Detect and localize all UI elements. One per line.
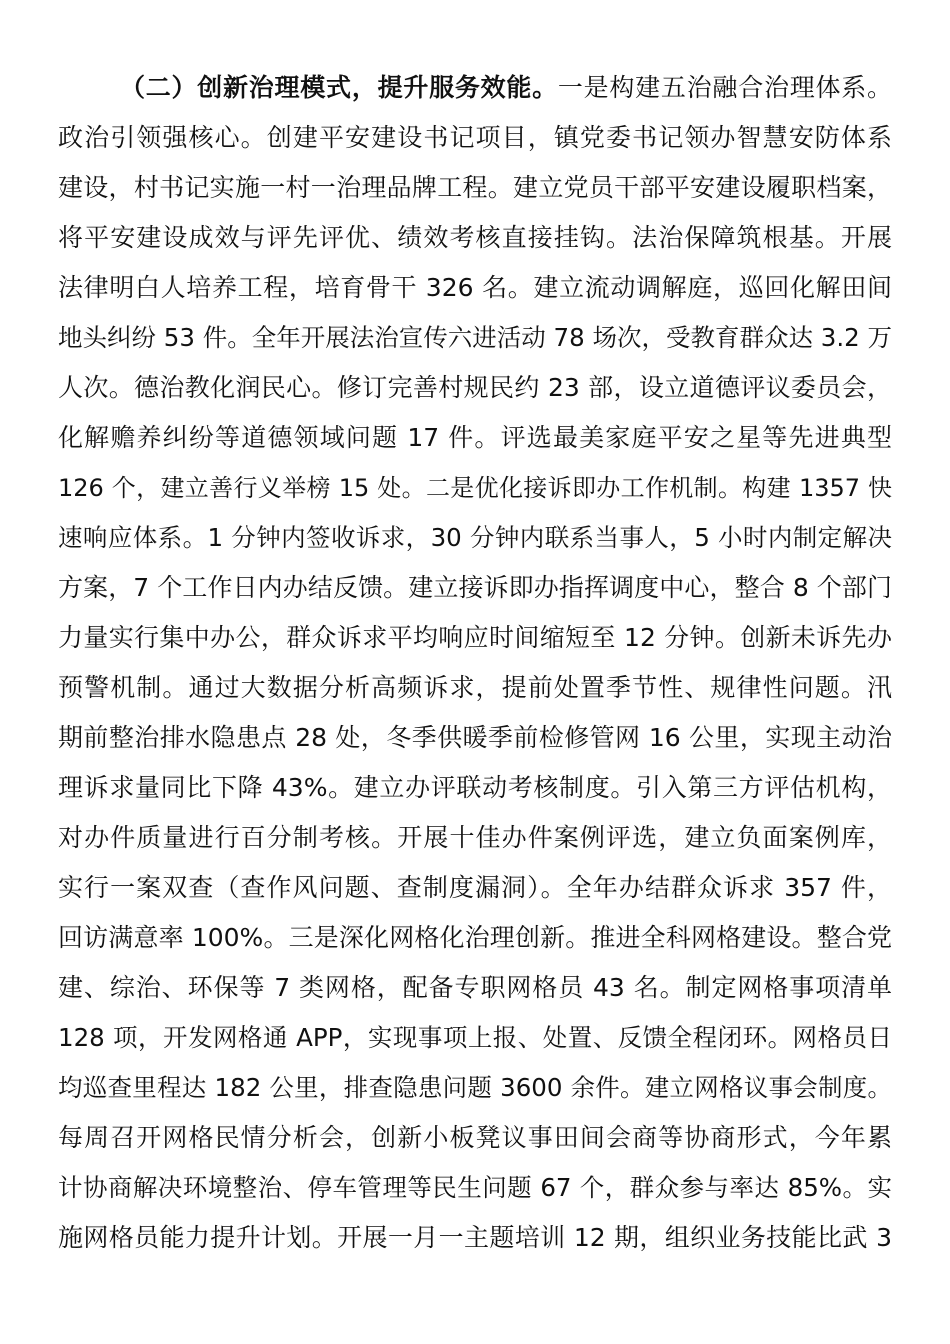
paragraph-line: 建设，村书记实施一村一治理品牌工程。建立党员干部平安建设履职档案， [58, 173, 892, 202]
paragraph-line: 回访满意率 100%。三是深化网格化治理创新。推进全科网格建设。整合党 [58, 923, 892, 952]
paragraph-line: 预警机制。通过大数据分析高频诉求，提前处置季节性、规律性问题。汛 [58, 673, 892, 702]
paragraph-line: 计协商解决环境整治、停车管理等民生问题 67 个，群众参与率达 85%。实 [58, 1173, 892, 1202]
line-text: 一是构建五治融合治理体系。 [557, 73, 892, 102]
section-heading: （二）创新治理模式，提升服务效能。 [120, 73, 558, 102]
paragraph-line: 每周召开网格民情分析会，创新小板凳议事田间会商等协商形式，今年累 [58, 1123, 892, 1152]
paragraph-line: 将平安建设成效与评先评优、绩效考核直接挂钩。法治保障筑根基。开展 [58, 223, 892, 252]
paragraph-line: 均巡查里程达 182 公里，排查隐患问题 3600 余件。建立网格议事会制度。 [58, 1073, 892, 1102]
paragraph-line: 建、综治、环保等 7 类网格，配备专职网格员 43 名。制定网格事项清单 [58, 973, 892, 1002]
paragraph-line: 法律明白人培养工程，培育骨干 326 名。建立流动调解庭，巡回化解田间 [58, 273, 892, 302]
paragraph-line: 对办件质量进行百分制考核。开展十佳办件案例评选，建立负面案例库， [58, 823, 892, 852]
paragraph-line: 化解赡养纠纷等道德领域问题 17 件。评选最美家庭平安之星等先进典型 [58, 423, 892, 452]
paragraph-line: 人次。德治教化润民心。修订完善村规民约 23 部，设立道德评议委员会， [58, 373, 892, 402]
paragraph-line: 实行一案双查（查作风问题、查制度漏洞）。全年办结群众诉求 357 件， [58, 873, 892, 902]
paragraph-line: 地头纠纷 53 件。全年开展法治宣传六进活动 78 场次，受教育群众达 3.2 万 [58, 323, 893, 352]
paragraph-line: 施网格员能力提升计划。开展一月一主题培训 12 期，组织业务技能比武 3 [58, 1223, 892, 1252]
paragraph-line: 期前整治排水隐患点 28 处，冬季供暖季前检修管网 16 公里，实现主动治 [58, 723, 892, 752]
paragraph-line: 力量实行集中办公，群众诉求平均响应时间缩短至 12 分钟。创新未诉先办 [58, 623, 892, 652]
paragraph-line: 理诉求量同比下降 43%。建立办评联动考核制度。引入第三方评估机构， [58, 773, 892, 802]
paragraph-line: 方案，7 个工作日内办结反馈。建立接诉即办指挥调度中心，整合 8 个部门 [58, 573, 892, 602]
paragraph-line: 速响应体系。1 分钟内签收诉求，30 分钟内联系当事人，5 小时内制定解决 [58, 523, 892, 552]
paragraph-line [120, 63, 892, 113]
paragraph-line: 128 项，开发网格通 APP，实现事项上报、处置、反馈全程闭环。网格员日 [58, 1023, 892, 1052]
paragraph-line: 126 个，建立善行义举榜 15 处。二是优化接诉即办工作机制。构建 1357 快 [58, 474, 892, 502]
paragraph-line: 政治引领强核心。创建平安建设书记项目，镇党委书记领办智慧安防体系 [58, 123, 892, 152]
